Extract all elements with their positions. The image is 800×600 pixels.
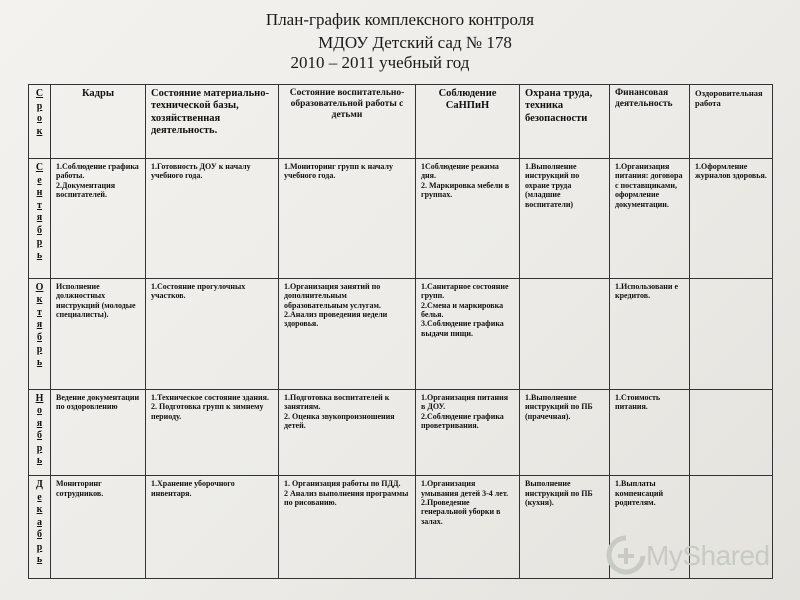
header-kadry: Кадры (51, 85, 146, 159)
cell-line: 1.Выполнение инструкций по ПБ (прачечная). (525, 392, 593, 421)
header-vosp: Состояние воспитательно-образовательной работы с детьми (279, 85, 416, 159)
table-row (29, 159, 773, 279)
cell-line: 1.Техническое состояние здания. (151, 392, 269, 402)
cell-mtb (146, 278, 279, 389)
month-vertical-label: Д е к а б р ь (36, 479, 43, 566)
table-row (29, 278, 773, 389)
cell-mtb (146, 476, 279, 579)
cell-sanpin (416, 278, 520, 389)
cell-line: 1.Подготовка воспитателей к занятиям. (284, 392, 390, 412)
cell-vosp (279, 389, 416, 475)
header-srok (29, 85, 51, 159)
cell-line: 1Соблюдение режима дня. (421, 162, 499, 181)
cell-fin (610, 389, 690, 475)
doc-title-line3: 2010 – 2011 учебный год (290, 53, 470, 72)
watermark (606, 534, 776, 584)
cell-line: 1.Выполнение инструкций по охране труда (младшие воспитатели) (525, 162, 580, 209)
cell-line: 2.Смена и маркировка белья. (421, 300, 504, 319)
control-schedule-table (28, 84, 773, 579)
month-vertical-label: Н о я б р ь (35, 392, 44, 467)
month-cell (29, 278, 51, 389)
cell-kadry (51, 389, 146, 475)
cell-ozdor (690, 278, 773, 389)
cell-ozdor (690, 389, 773, 475)
month-cell (29, 159, 51, 279)
cell-kadry (51, 278, 146, 389)
cell-vosp (279, 476, 416, 579)
cell-line: 2.Анализ проведения недели здоровья. (284, 310, 388, 329)
cell-line: 1.Стоимость питания. (615, 392, 661, 412)
cell-line: Мониторинг сотрудников. (56, 479, 104, 498)
cell-line: 1.Организация занятий по дополнительным образовательным услугам. (284, 281, 381, 310)
cell-line: 2. Подготовка групп к зимнему периоду. (151, 402, 264, 421)
cell-line: 2. Оценка звукопроизношения детей. (284, 411, 395, 431)
month-vertical-label: С е н т я б р ь (35, 162, 44, 261)
doc-title-line2: МДОУ Детский сад № 178 (318, 33, 512, 52)
watermark-text: MyShared (646, 540, 770, 571)
cell-mtb (146, 159, 279, 279)
cell-mtb (146, 389, 279, 475)
month-cell (29, 389, 51, 475)
cell-line: 1.Выплаты компенсаций родителям. (615, 479, 664, 507)
cell-kadry (51, 476, 146, 579)
cell-kadry (51, 159, 146, 279)
header-mtb: Состояние материально-технической базы, хозяйственная деятельность. (146, 85, 279, 159)
cell-line: 1.Использовани е кредитов. (615, 281, 679, 301)
cell-ohrana (520, 476, 610, 579)
cell-fin (610, 159, 690, 279)
header-fin: Финансовая деятельность (610, 85, 690, 159)
cell-sanpin (416, 389, 520, 475)
srok-vertical: С р о к (35, 88, 44, 137)
cell-line: 1.Организация умывания детей 3-4 лет. (421, 479, 509, 498)
month-cell (29, 476, 51, 579)
cell-line: 2.Соблюдение графика проветривания. (421, 411, 504, 431)
header-ozdor: Оздоровительная работа (690, 85, 773, 159)
cell-line: 2 Анализ выполнения программы по рисованию. (284, 488, 409, 507)
cell-line: 1.Мониторинг групп к началу учебного года. (284, 162, 393, 181)
cell-line: 3.Соблюдение графика выдачи пищи. (421, 319, 504, 338)
header-sanpin: Соблюдение СаНПиН (416, 85, 520, 159)
doc-title-line1: План-график комплексного контроля (265, 10, 535, 29)
cell-fin (610, 278, 690, 389)
cell-line: 1.Готовность ДОУ к началу учебного года. (151, 162, 251, 181)
table-row (29, 389, 773, 475)
cell-line: 1. Организация работы по ПДД. (284, 479, 401, 489)
watermark-logo-icon (606, 534, 646, 578)
cell-line: 1.Санитарное состояние групп. (421, 281, 509, 301)
cell-line: 1.Хранение уборочного инвентаря. (151, 479, 235, 498)
cell-line: 2.Документация воспитателей. (56, 180, 116, 200)
cell-vosp (279, 278, 416, 389)
header-ohrana: Охрана труда, техника безопасности (520, 85, 610, 159)
month-vertical-label: О к т я б р ь (35, 281, 44, 368)
cell-sanpin (416, 159, 520, 279)
cell-ohrana (520, 389, 610, 475)
cell-line: 1.Состояние прогулочных участков. (151, 281, 246, 301)
cell-line: Выполнение инструкций по ПБ (кухня). (525, 479, 593, 507)
cell-sanpin (416, 476, 520, 579)
cell-line: Исполнение должностных инструкций (молодые специалисты). (56, 281, 136, 319)
cell-line: 2.Проведение генеральной уборки в залах. (421, 497, 501, 526)
cell-line: 2. Маркировка мебели в группах. (421, 180, 510, 200)
cell-ohrana (520, 278, 610, 389)
cell-line: 1.Организация питания: договора с поставщиками, оформление документации. (615, 162, 683, 209)
cell-line: 1.Оформление журналов здоровья. (695, 162, 767, 181)
cell-line: 1.Соблюдение графика работы. (56, 162, 139, 181)
cell-line: Ведение документации по оздоровлению (56, 392, 140, 412)
cell-line: 1.Организация питания в ДОУ. (421, 392, 509, 412)
cell-vosp (279, 159, 416, 279)
cell-ozdor (690, 159, 773, 279)
cell-ohrana (520, 159, 610, 279)
